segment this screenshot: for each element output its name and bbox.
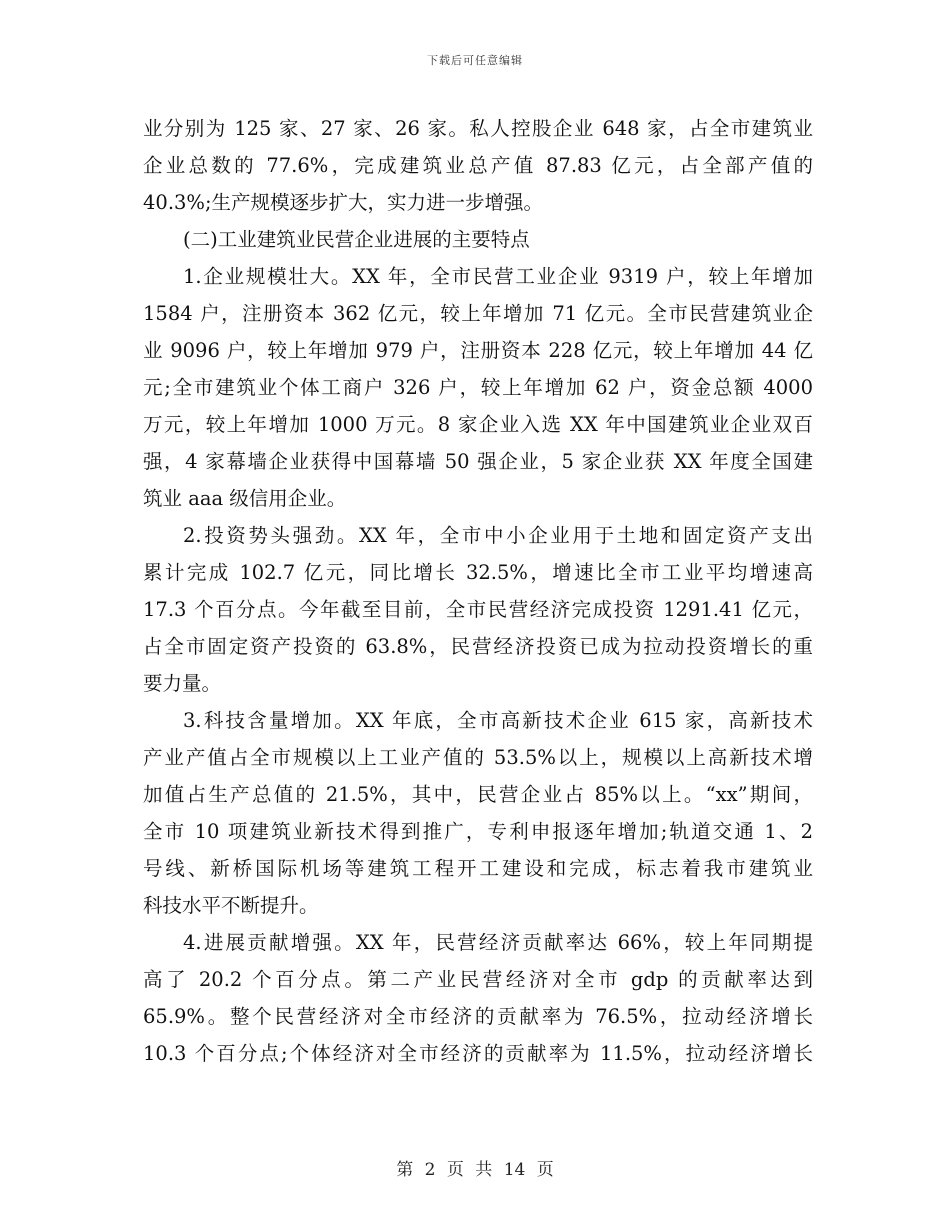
text-line: (二)工业建筑业民营企业进展的主要特点 [183,228,530,251]
text-line: 加值占生产总值的 21.5%，其中，民营企业占 85%以上。“xx”期间， [143,783,813,806]
text-line: 占全市固定资产投资的 63.8%，民营经济投资已成为拉动投资增长的重 [143,635,813,658]
text-line: 要力量。 [143,672,222,695]
text-line: 元;全市建筑业个体工商户 326 户，较上年增加 62 户，资金总额 4000 [143,376,813,399]
text-line: 强，4 家幕墙企业获得中国幕墙 50 强企业，5 家企业获 XX 年度全国建 [143,450,813,473]
text-line: 10.3 个百分点;个体经济对全市经济的贡献率为 11.5%，拉动经济增长 [143,1042,813,1065]
text-line: 高了 20.2 个百分点。第二产业民营经济对全市 gdp 的贡献率达到 [143,968,813,991]
text-line: 2.投资势头强劲。XX 年，全市中小企业用于土地和固定资产支出 [183,524,813,547]
text-line: 65.9%。整个民营经济对全市经济的贡献率为 76.5%，拉动经济增长 [143,1005,813,1028]
text-line: 万元，较上年增加 1000 万元。8 家企业入选 XX 年中国建筑业企业双百 [143,413,813,436]
text-line: 业 9096 户，较上年增加 979 户，注册资本 228 亿元，较上年增加 44 亿 [143,339,813,362]
page-number-footer: 第 2 页 共 14 页 [396,1160,554,1180]
text-line: 4.进展贡献增强。XX 年，民营经济贡献率达 66%，较上年同期提 [183,931,813,954]
text-line: 筑业 aaa 级信用企业。 [143,487,347,510]
page-header-note: 下载后可任意编辑 [427,54,523,67]
text-line: 3.科技含量增加。XX 年底，全市高新技术企业 615 家，高新技术 [183,709,813,732]
text-line: 产业产值占全市规模以上工业产值的 53.5%以上，规模以上高新技术增 [143,746,813,769]
text-line: 业分别为 125 家、27 家、26 家。私人控股企业 648 家，占全市建筑业 [143,117,813,140]
text-line: 1584 户，注册资本 362 亿元，较上年增加 71 亿元。全市民营建筑业企 [143,302,813,325]
text-line: 科技水平不断提升。 [143,894,319,917]
text-line: 17.3 个百分点。今年截至目前，全市民营经济完成投资 1291.41 亿元， [143,598,813,621]
text-line: 企业总数的 77.6%，完成建筑业总产值 87.83 亿元，占全部产值的 [143,154,813,177]
text-line: 1.企业规模壮大。XX 年，全市民营工业企业 9319 户，较上年增加 [183,265,813,288]
text-line: 40.3%;生产规模逐步扩大，实力进一步增强。 [143,191,544,214]
document-body [143,110,813,1072]
text-line: 全市 10 项建筑业新技术得到推广，专利申报逐年增加;轨道交通 1、2 [143,820,813,843]
text-line: 号线、新桥国际机场等建筑工程开工建设和完成，标志着我市建筑业 [143,857,813,880]
text-line: 累计完成 102.7 亿元，同比增长 32.5%，增速比全市工业平均增速高 [143,561,813,584]
